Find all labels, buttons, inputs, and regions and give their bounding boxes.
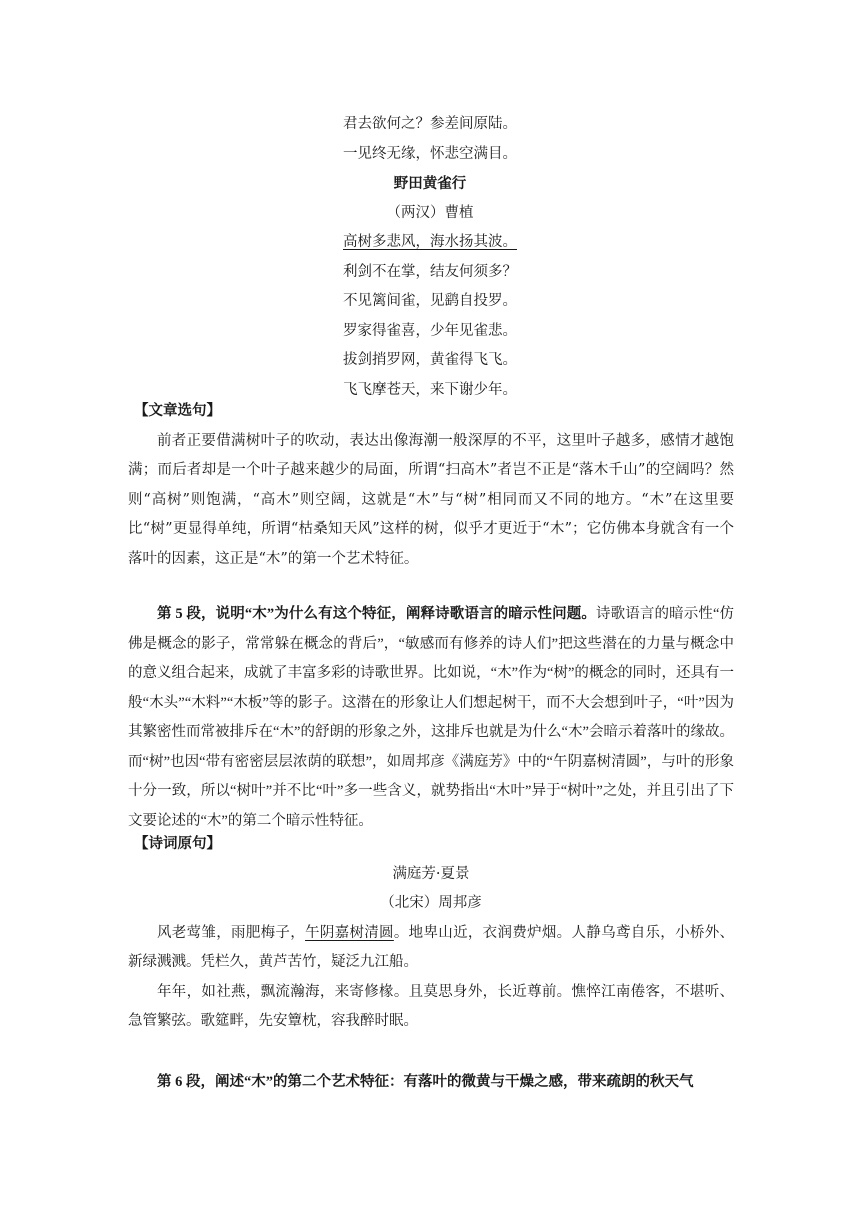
section-heading: 【诗词原句】 [134,836,221,852]
poem-tail [0,110,860,169]
poem-yetian-huangque [0,169,860,405]
poem-line: 利剑不在掌，结友何须多？ [343,263,517,280]
ci-stanza-2: 年年，如社燕，飘流瀚海，来寄修椽。且莫思身外，长近尊前。憔悴江南倦客，不堪听、急管繁弦。歌筵畔，先安簟枕，容我醉时眠。 [128,983,734,1029]
poem-author: （北宋）周邦彦 [380,895,482,911]
paragraph-6-heading [128,1068,734,1098]
poem-line-underlined: 高树多悲风，海水扬其波。 [343,234,517,250]
article-excerpt-section [128,397,734,574]
paragraph-lead: 第 6 段，阐述“木”的第二个艺术特征：有落叶的微黄与干燥之感，带来疏朗的秋天气 [157,1074,694,1090]
poem-author: （两汉）曹植 [386,204,474,221]
poem-line: 一见终无缘，怀悲空满目。 [343,145,517,162]
ci-underlined-phrase: 午阴嘉树清圆 [305,924,394,941]
paragraph-5-analysis [128,600,734,836]
poem-line: 不见篱间雀，见鹞自投罗。 [343,293,517,309]
excerpt-paragraph: 前者正要借满树叶子的吹动，表达出像海潮一般深厚的不平，这里叶子越多，感情才越饱满；而后者却是一个叶子越来越少的局面，所谓“扫高木”者岂不正是“落木千山”的空阔吗？然则“高树”则饱满，“高木”则空阔，这就是“木”与“树”相同而又不同的地方。“木”在这里要比“树”更显得单纯，所谓“枯桑知天风”这样的树，似乎才更近于“木”；它仿佛本身就含有一个落叶的因素，这正是“木”的第一个艺术特征。 [128,432,734,567]
poem-line: 拔剑捎罗网，黄雀得飞飞。 [343,352,517,368]
paragraph-body: 诗歌语言的暗示性“仿佛是概念的影子，常常躲在概念的背后”，“敏感而有修养的诗人们”把这些潜在的力量与概念中的意义组合起来，成就了丰富多彩的诗歌世界。比如说，“木”作为“树”的概念的同时，还具有一般“木头”“木料”“木板”等的影子。这潜在的形象让人们想起树干，而不大会想到叶子，“叶”因为其繁密性而常被排斥在“木”的舒朗的形象之外，这排斥也就是为什么“木”会暗示着落叶的缘故。而“树”也因“带有密密层层浓荫的联想”，如周邦彦《满庭芳》中的“午阴嘉树清圆”，与叶的形象十分一致，所以“树叶”并不比“叶”多一些含义，就势指出“木叶”异于“树叶”之处，并且引出了下文要论述的“木”的第二个暗示性特征。 [128,606,734,829]
poem-title: 野田黄雀行 [393,175,467,192]
poem-source-section [128,830,734,1037]
section-heading: 【文章选句】 [134,403,221,419]
poem-line: 飞飞摩苍天，来下谢少年。 [343,381,517,398]
paragraph-lead: 第 5 段，说明“木”为什么有这个特征，阐释诗歌语言的暗示性问题。 [157,606,596,622]
poem-line: 罗家得雀喜，少年见雀悲。 [343,322,517,339]
poem-line: 君去欲何之？参差间原陆。 [343,116,517,132]
poem-title: 满庭芳·夏景 [392,865,470,882]
ci-stanza-1: 风老莺雏，雨肥梅子，午阴嘉树清圆。地卑山近，衣润费炉烟。人静乌鸢自乐，小桥外、新绿溅溅。凭栏久，黄芦苦竹，疑泛九江船。 [128,924,735,970]
